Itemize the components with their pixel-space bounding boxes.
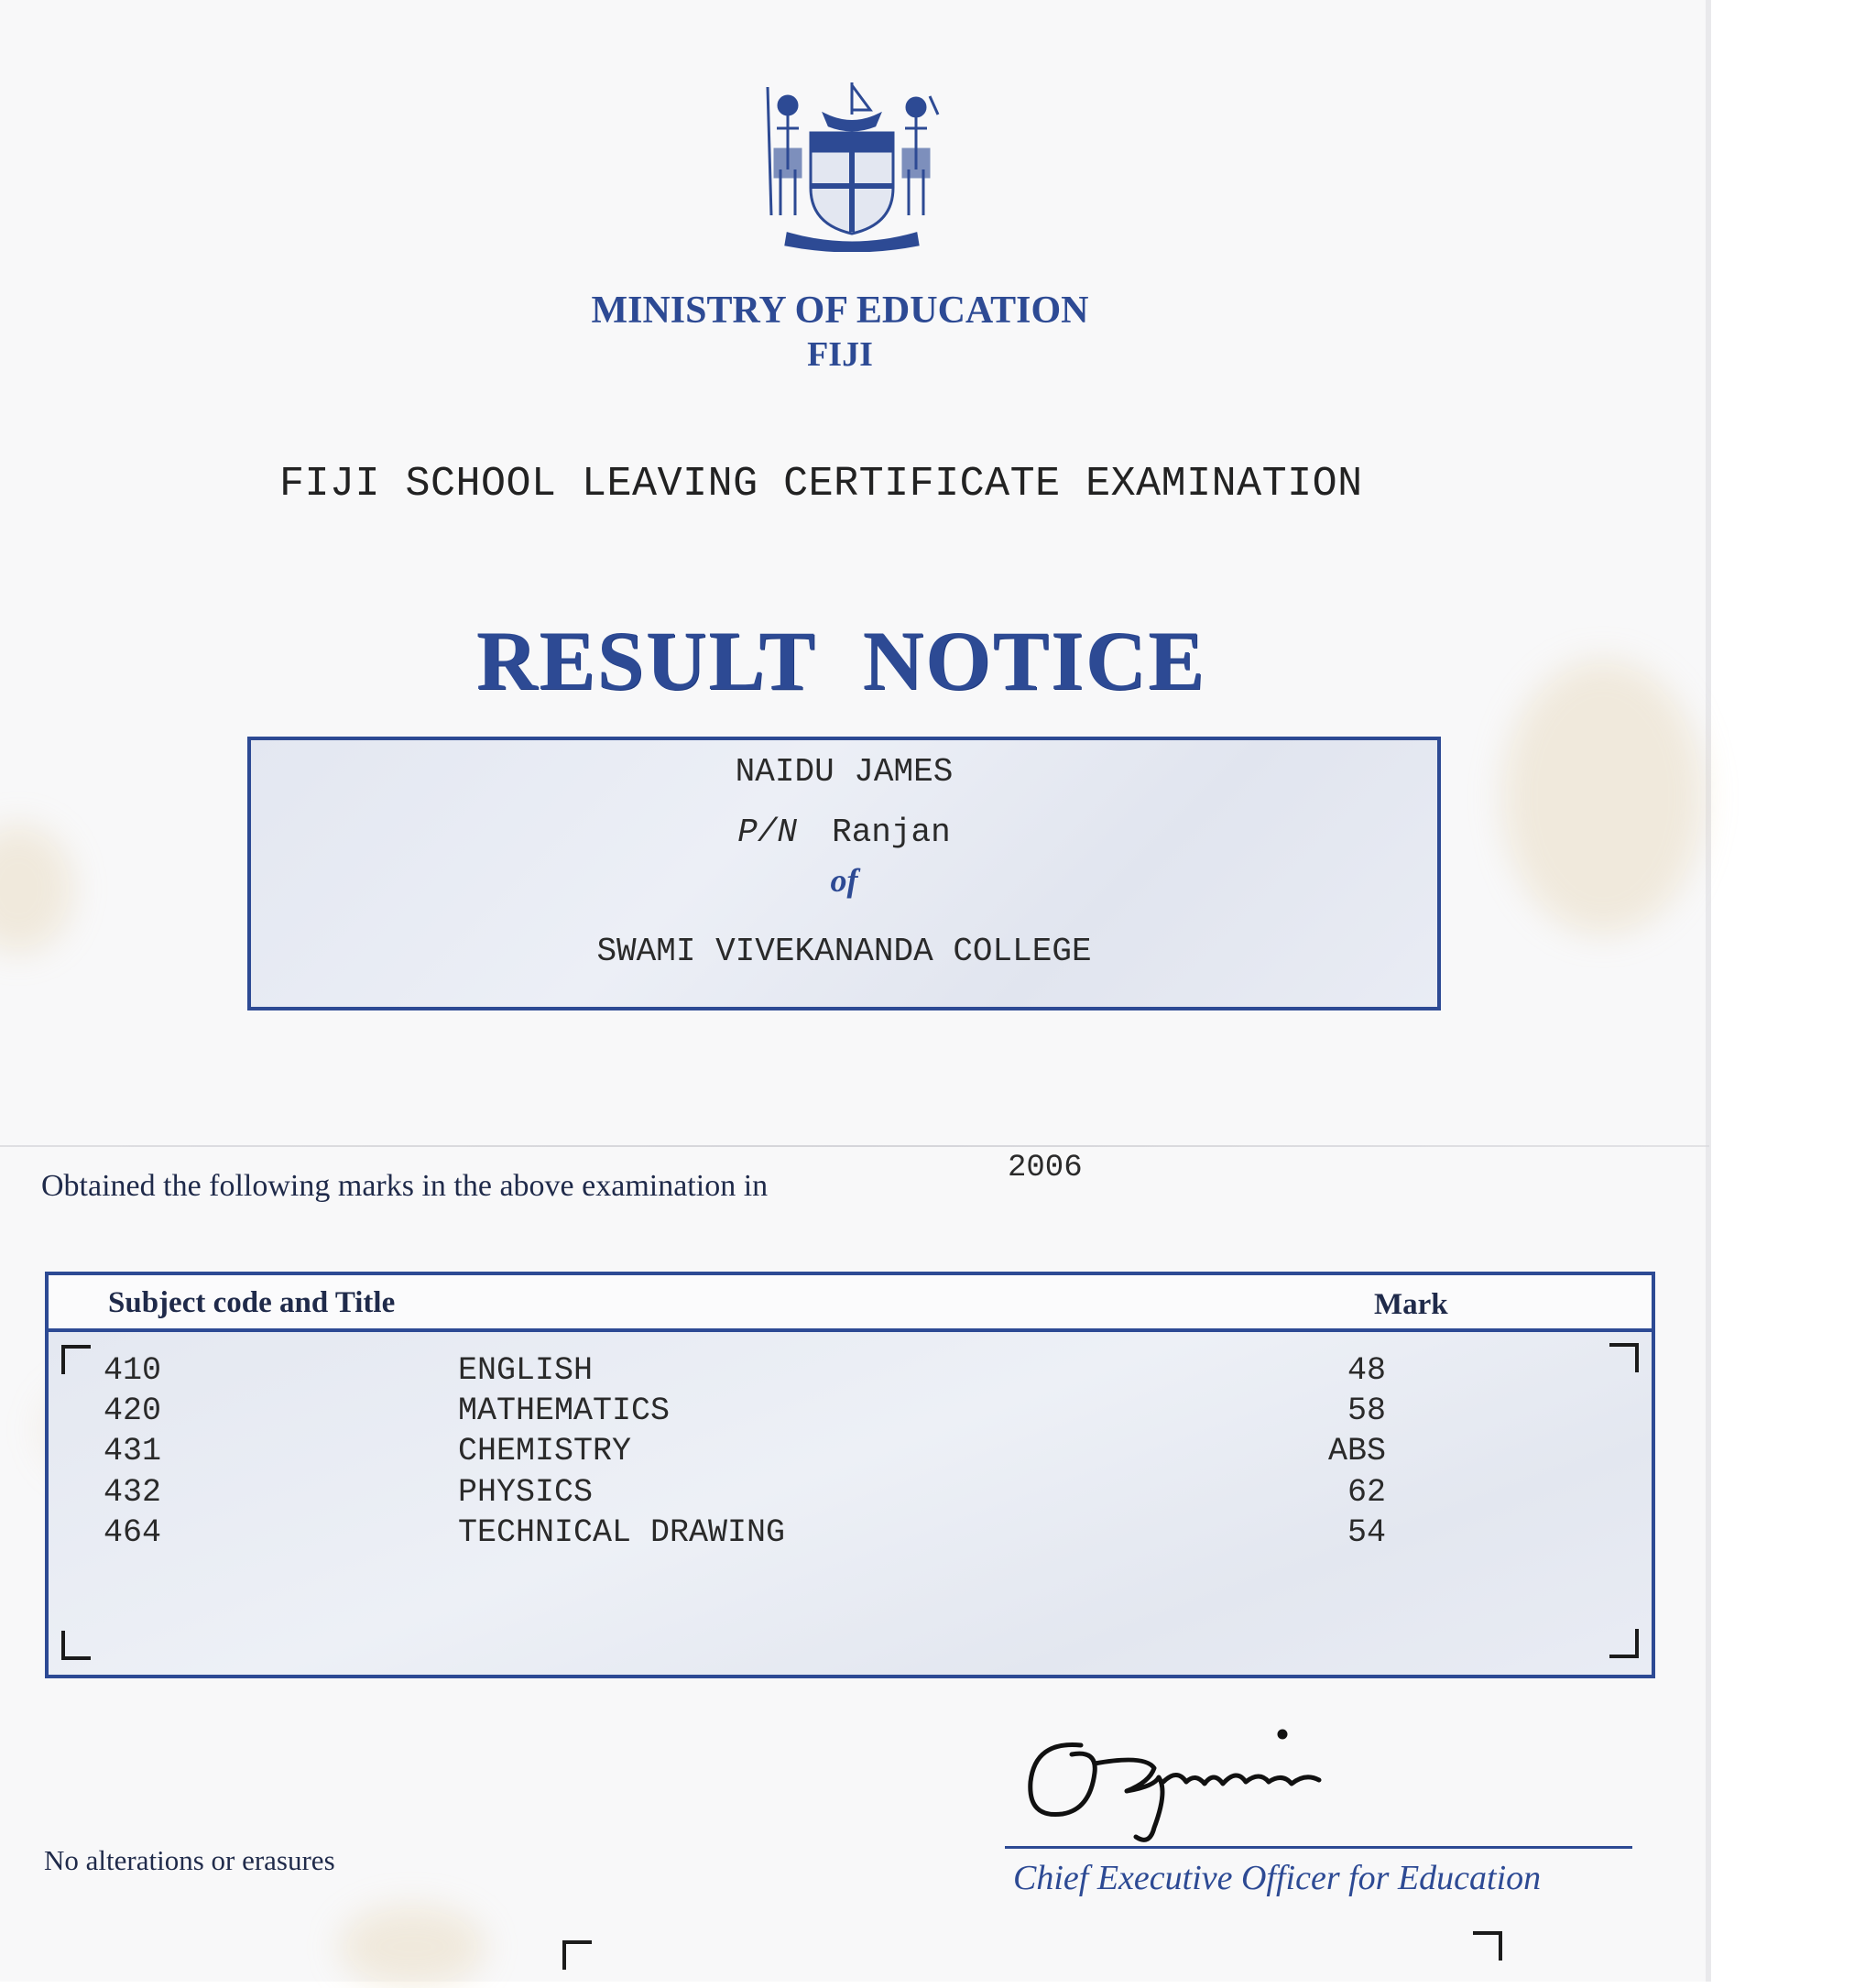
marks-table-body — [49, 1332, 1652, 1675]
candidate-name: NAIDU JAMES — [735, 753, 954, 791]
subject-mark: 48 — [1347, 1352, 1386, 1389]
fold-line — [0, 1145, 1709, 1147]
mark-column-header: Mark — [1374, 1288, 1448, 1321]
subject-title: CHEMISTRY — [458, 1433, 632, 1469]
table-row — [49, 1474, 1652, 1514]
subject-mark: 62 — [1347, 1474, 1386, 1511]
corner-mark — [1473, 1931, 1502, 1961]
subject-code: 420 — [104, 1393, 162, 1429]
marks-table — [45, 1272, 1655, 1678]
subject-mark: 54 — [1347, 1514, 1386, 1551]
of-label: of — [830, 862, 858, 899]
subject-title: ENGLISH — [458, 1352, 594, 1389]
handwritten-signature — [1017, 1727, 1365, 1864]
subject-code: 464 — [104, 1514, 162, 1551]
subject-code: 410 — [104, 1352, 162, 1389]
subject-mark: ABS — [1327, 1433, 1386, 1469]
subject-title: TECHNICAL DRAWING — [458, 1514, 786, 1551]
pn-value: Ranjan — [832, 814, 951, 851]
signature-line — [1005, 1846, 1632, 1849]
candidate-pn — [251, 814, 1437, 851]
subject-code: 431 — [104, 1433, 162, 1469]
ministry-title: MINISTRY OF EDUCATION — [591, 289, 1089, 332]
result-word: RESULT — [476, 614, 817, 707]
subject-column-header: Subject code and Title — [108, 1286, 396, 1319]
corner-mark — [61, 1631, 91, 1660]
no-alterations-notice: No alterations or erasures — [44, 1844, 335, 1876]
corner-mark — [562, 1940, 592, 1970]
ministry-country: FIJI — [807, 335, 873, 374]
marks-table-header — [49, 1275, 1652, 1332]
subject-mark: 58 — [1347, 1393, 1386, 1429]
table-row — [49, 1433, 1652, 1473]
subject-title: MATHEMATICS — [458, 1393, 671, 1429]
pn-label: P/N — [737, 814, 798, 851]
paper-stain — [339, 1906, 485, 1988]
subject-title: PHYSICS — [458, 1474, 594, 1511]
exam-title: FIJI SCHOOL LEAVING CERTIFICATE EXAMINATION — [279, 461, 1363, 508]
paper-stain — [1502, 660, 1704, 934]
candidate-box — [247, 737, 1441, 1010]
exam-year: 2006 — [1008, 1151, 1083, 1185]
result-notice-heading — [476, 612, 1206, 709]
fiji-coat-of-arms-icon — [760, 78, 943, 252]
school-name: SWAMI VIVEKANANDA COLLEGE — [596, 933, 1092, 970]
subject-code: 432 — [104, 1474, 162, 1511]
obtained-statement: Obtained the following marks in the above examination in — [41, 1169, 769, 1203]
notice-word: NOTICE — [862, 614, 1206, 707]
signer-title: Chief Executive Officer for Education — [1013, 1859, 1542, 1897]
table-row — [49, 1514, 1652, 1555]
table-row — [49, 1352, 1652, 1393]
table-row — [49, 1393, 1652, 1433]
corner-mark — [1609, 1629, 1639, 1658]
